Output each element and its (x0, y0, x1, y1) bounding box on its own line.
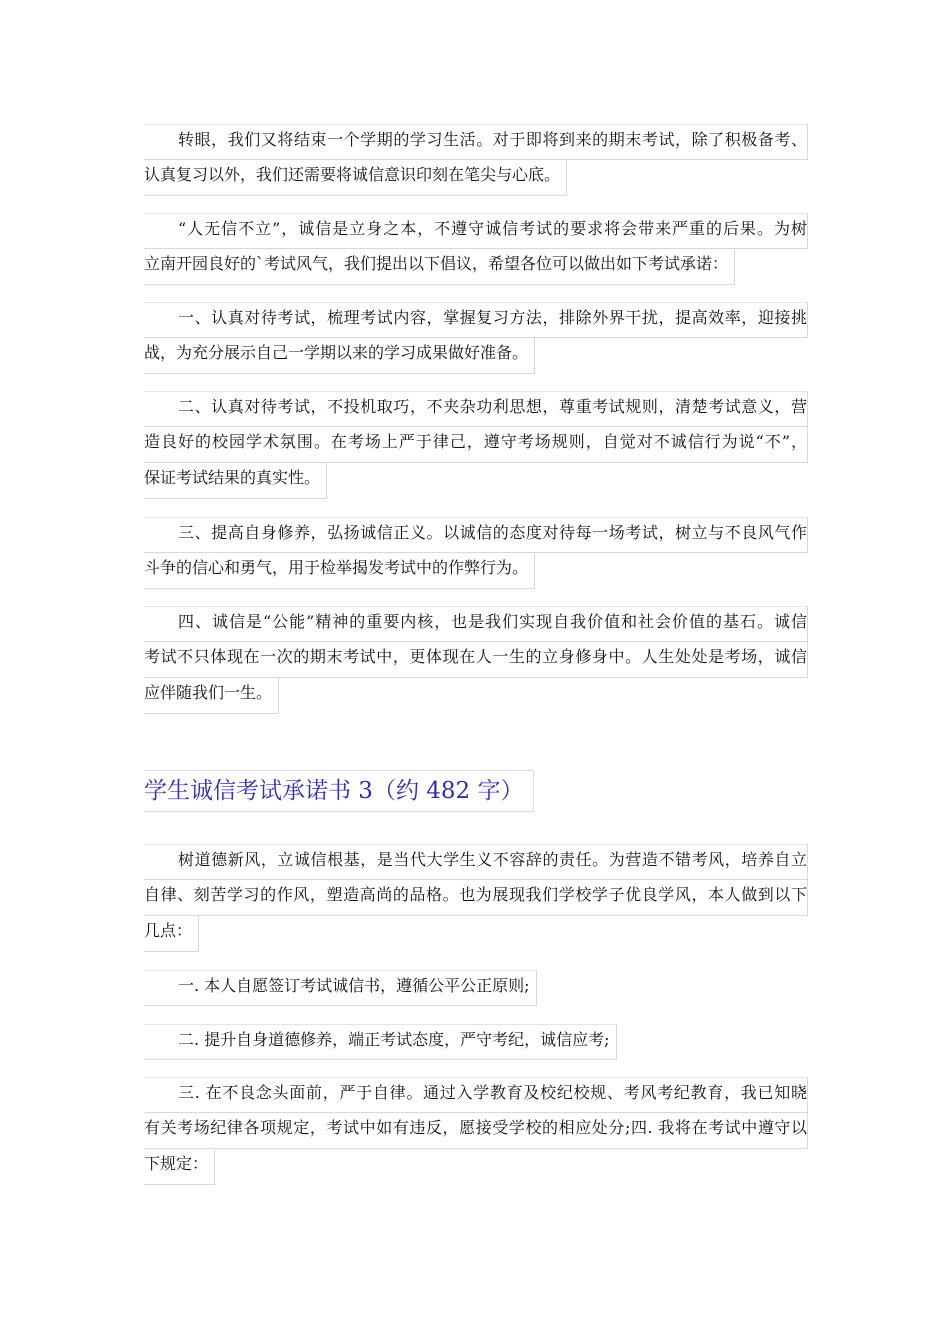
text-line: 立南开园良好的`考试风气，我们提出以下倡议，希望各位可以做出如下考试承诺： (144, 249, 735, 285)
paragraph-pledge-2 (144, 1024, 808, 1064)
text-line: 二. 提升自身道德修养，端正考试态度，严守考纪，诚信应考; (144, 1024, 617, 1060)
section-heading: 学生诚信考试承诺书 3（约 482 字） (144, 770, 534, 812)
paragraph-item-1 (144, 302, 808, 378)
text-line: 下规定： (144, 1149, 215, 1185)
text-line: 造良好的校园学术氛围。在考场上严于律己，遵守考场规则，自觉对不诚信行为说“不”， (144, 427, 808, 463)
text-line: 三、提高自身修养，弘扬诚信正义。以诚信的态度对待每一场考试，树立与不良风气作 (144, 517, 808, 553)
text-line: 三. 在不良念头面前，严于自律。通过入学教育及校纪校规、考风考纪教育，我已知晓 (144, 1077, 808, 1113)
text-line: 树道德新风，立诚信根基，是当代大学生义不容辞的责任。为营造不错考风，培养自立 (144, 844, 808, 880)
text-line: 考试不只体现在一次的期末考试中，更体现在人一生的立身修身中。人生处处是考场，诚信 (144, 642, 808, 678)
text-line: 四、诚信是“公能”精神的重要内核，也是我们实现自我价值和社会价值的基石。诚信 (144, 606, 808, 642)
paragraph-item-3 (144, 517, 808, 593)
text-line: 战，为充分展示自己一学期以来的学习成果做好准备。 (144, 338, 535, 374)
paragraph-proposal (144, 213, 808, 289)
paragraph-item-4 (144, 606, 808, 718)
text-line: 转眼，我们又将结束一个学期的学习生活。对于即将到来的期末考试，除了积极备考、 (144, 124, 808, 160)
paragraph-intro (144, 124, 808, 200)
text-line: 有关考场纪律各项规定，考试中如有违反，愿接受学校的相应处分;四. 我将在考试中遵守以 (144, 1113, 808, 1149)
paragraph-item-2 (144, 391, 808, 503)
text-line: 保证考试结果的真实性。 (144, 463, 327, 499)
text-line: 一、认真对待考试，梳理考试内容，掌握复习方法，排除外界干扰，提高效率，迎接挑 (144, 302, 808, 338)
text-line: 应伴随我们一生。 (144, 678, 279, 714)
text-line: 二、认真对待考试，不投机取巧，不夹杂功利思想，尊重考试规则，清楚考试意义，营 (144, 391, 808, 427)
text-line: 自律、刻苦学习的作风，塑造高尚的品格。也为展现我们学校学子优良学风，本人做到以下 (144, 880, 808, 916)
paragraph-pledge-3 (144, 1077, 808, 1189)
text-line: “人无信不立”，诚信是立身之本，不遵守诚信考试的要求将会带来严重的后果。为树 (144, 213, 808, 249)
text-line: 斗争的信心和勇气，用于检举揭发考试中的作弊行为。 (144, 553, 535, 589)
text-line: 一. 本人自愿签订考试诚信书，遵循公平公正原则; (144, 970, 537, 1006)
paragraph-pledge-1 (144, 970, 808, 1010)
text-line: 几点： (144, 916, 199, 952)
paragraph-pledge-intro (144, 844, 808, 956)
text-line: 认真复习以外，我们还需要将诚信意识印刻在笔尖与心底。 (144, 160, 567, 196)
